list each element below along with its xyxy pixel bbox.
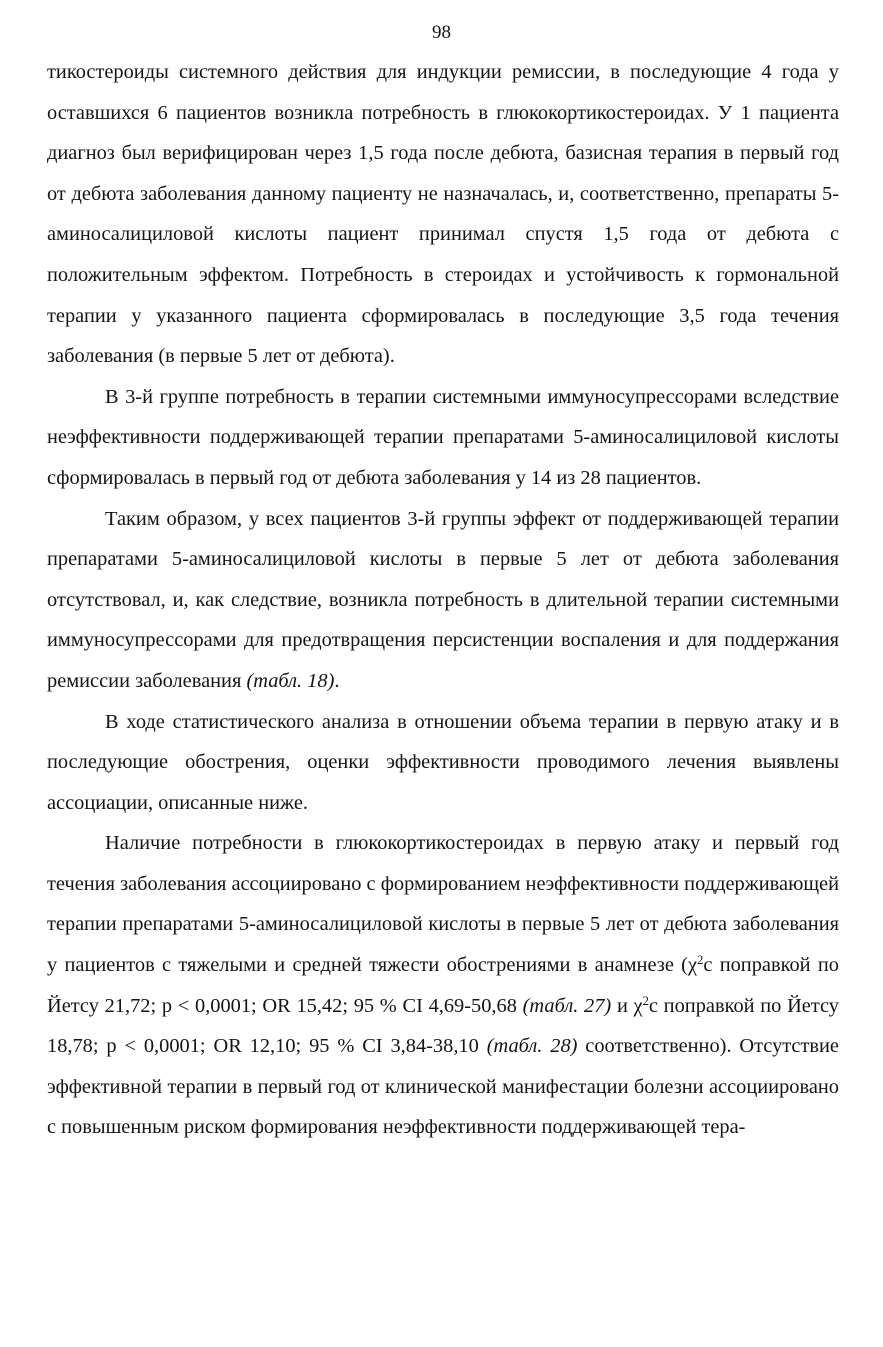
- paragraph-3: [47, 499, 839, 702]
- page-number: 98: [432, 22, 451, 43]
- paragraph-5-part-1: Наличие потребности в глюкокортикостероидах в первую атаку и первый год течения заболевания ассоциировано с формированием неэффективности поддерживающей терапии препаратами 5-аминосалициловой кислоты в первые 5 лет от дебюта заболевания у пациентов с тяжелыми и средней тяжести обострениями в анамнезе (χ: [47, 832, 839, 977]
- table-reference: (табл. 27): [522, 994, 612, 1017]
- paragraph-4: В ходе статистического анализа в отношении объема терапии в первую атаку и в последующие обострения, оценки эффективности проводимого лечения выявлены ассоциации, описанные ниже.: [47, 710, 839, 814]
- paragraph-3-end: .: [334, 669, 340, 692]
- paragraph-3-text: Таким образом, у всех пациентов 3-й группы эффект от поддерживающей терапии препаратами 5-аминосалициловой кислоты в первые 5 лет от дебюта заболевания отсутствовал, и, как следствие, возникла потребность в длительной терапии системными иммуносупрессорами для предотвращения персистенции воспаления и для поддержания ремиссии заболевания: [47, 507, 839, 692]
- paragraph-5-part-3: и χ: [611, 994, 643, 1017]
- paragraph-5-part-5: соответственно). Отсутствие эффективной терапии в первый год от клинической манифестации болезни ассоциировано с повышенным риском формирования неэффективности поддерживающей тера-: [47, 1035, 839, 1139]
- superscript-two: 2: [642, 993, 649, 1008]
- paragraph-2: В 3-й группе потребность в терапии системными иммуносупрессорами вследствие неэффективности поддерживающей терапии препаратами 5-аминосалициловой кислоты сформировалась в первый год от дебюта заболевания у 14 из 28 пациентов.: [47, 385, 839, 489]
- paragraph-5-part-4: с поправкой по Йетсу 18,78; p < 0,0001; OR 12,10; 95 % CI 3,84-38,10: [47, 994, 839, 1058]
- superscript-two: 2: [697, 953, 704, 968]
- paragraph-5-part-2: с поправкой по Йетсу 21,72; p < 0,0001; OR 15,42; 95 % CI 4,69-50,68: [47, 954, 839, 1017]
- table-reference: (табл. 28): [486, 1035, 578, 1058]
- paragraph-1: тикостероиды системного действия для индукции ремиссии, в последующие 4 года у оставшихся 6 пациентов возникла потребность в глюкокортикостероидах. У 1 пациента диагноз был верифицирован через 1,5 года после дебюта, базисная терапия в первый год от дебюта заболевания данному пациенту не назначалась, и, соответственно, препараты 5-аминосалициловой кислоты пациент принимал спустя 1,5 года от дебюта с положительным эффектом. Потребность в стероидах и устойчивость к гормональной терапии у указанного пациента сформировалась в последующие 3,5 года течения заболевания (в первые 5 лет от дебюта).: [47, 61, 839, 368]
- paragraph-5: [47, 823, 839, 1148]
- document-body: [47, 52, 839, 1148]
- table-reference: (табл. 18): [246, 669, 335, 692]
